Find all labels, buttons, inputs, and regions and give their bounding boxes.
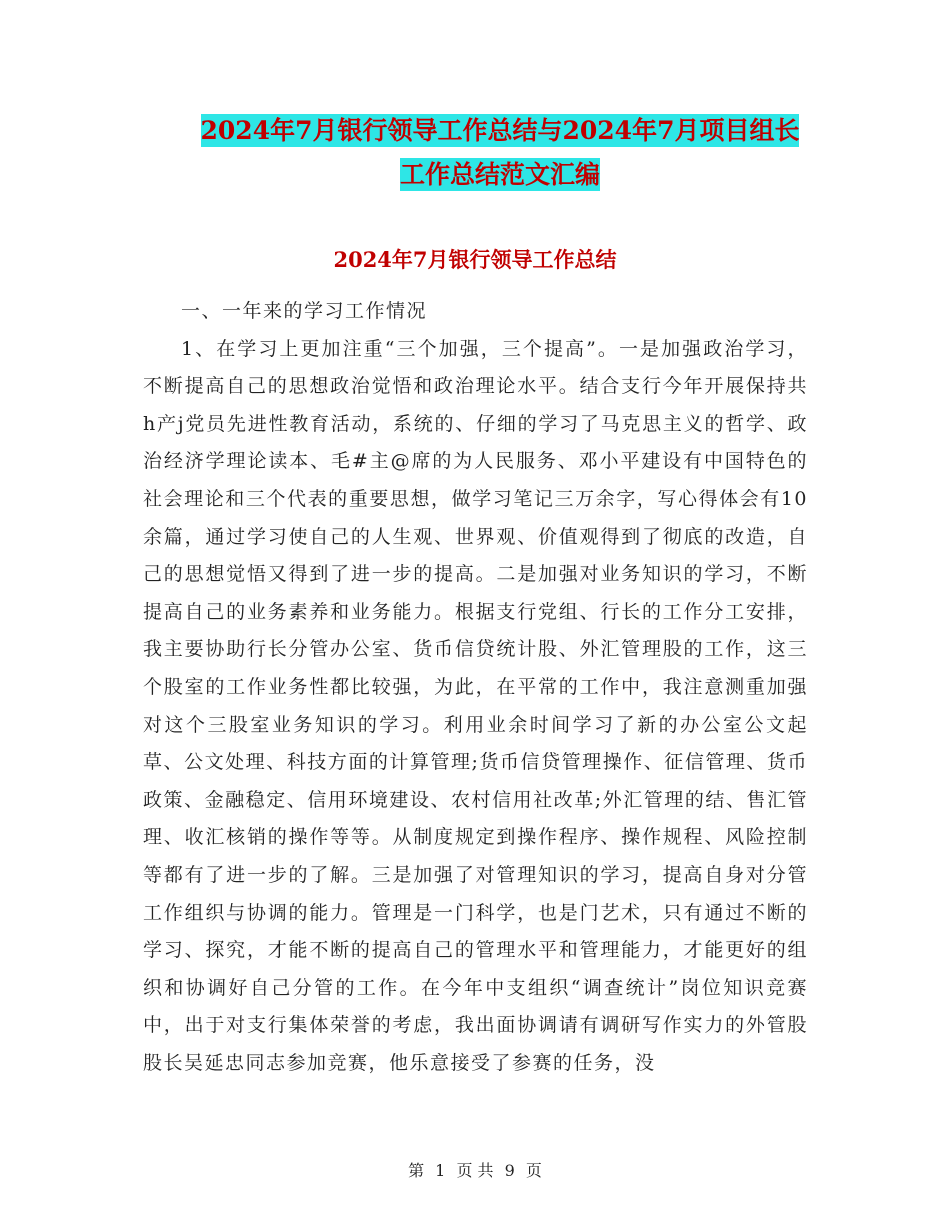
- footer-page-number: 1: [435, 1161, 446, 1180]
- footer-prefix: 第: [408, 1161, 425, 1180]
- body-paragraph: 1、在学习上更加注重“三个加强，三个提高”。一是加强政治学习，不断提高自己的思想政治觉悟和政治理论水平。结合支行今年开展保持共h产j党员先进性教育活动，系统的、仔细的学习了马克思主义的哲学、政治经济学理论读本、毛#主@席的为人民服务、邓小平建设有中国特色的社会理论和三个代表的重要思想，做学习笔记三万余字，写心得体会有10余篇，通过学习使自己的人生观、世界观、价值观得到了彻底的改造，自己的思想觉悟又得到了进一步的提高。二是加强对业务知识的学习，不断提高自己的业务素养和业务能力。根据支行党组、行长的工作分工安排，我主要协助行长分管办公室、货币信贷统计股、外汇管理股的工作，这三个股室的工作业务性都比较强，为此，在平常的工作中，我注意测重加强对这个三股室业务知识的学习。利用业余时间学习了新的办公室公文起草、公文处理、科技方面的计算管理;货币信贷管理操作、征信管理、货币政策、金融稳定、信用环境建设、农村信用社改革;外汇管理的结、售汇管理、收汇核销的操作等等。从制度规定到操作程序、操作规程、风险控制等都有了进一步的了解。三是加强了对管理知识的学习，提高自身对分管工作组织与协调的能力。管理是一门科学，也是门艺术，只有通过不断的学习、探究，才能不断的提高自己的管理水平和管理能力，才能更好的组织和协调好自己分管的工作。在今年中支组织“调查统计”岗位知识竞赛中，出于对支行集体荣誉的考虑，我出面协调请有调研写作实力的外管股股长吴延忠同志参加竞赛，他乐意接受了参赛的任务，没: [143, 337, 808, 1074]
- document-body: [143, 293, 808, 1082]
- page-footer: [0, 1158, 950, 1181]
- section-title: 2024年7月银行领导工作总结: [333, 247, 617, 272]
- footer-suffix: 页: [525, 1161, 542, 1180]
- title-line1-text: 2024年7月银行领导工作总结与2024年7月项目组长: [200, 116, 800, 145]
- document-title-line2: [150, 152, 850, 198]
- section-heading: 一、一年来的学习工作情况: [181, 300, 428, 322]
- title-line2-text: 工作总结范文汇编: [399, 160, 600, 189]
- footer-middle: 页 共: [456, 1161, 494, 1180]
- document-title-line1: [150, 108, 850, 154]
- footer-total-pages: 9: [504, 1161, 515, 1180]
